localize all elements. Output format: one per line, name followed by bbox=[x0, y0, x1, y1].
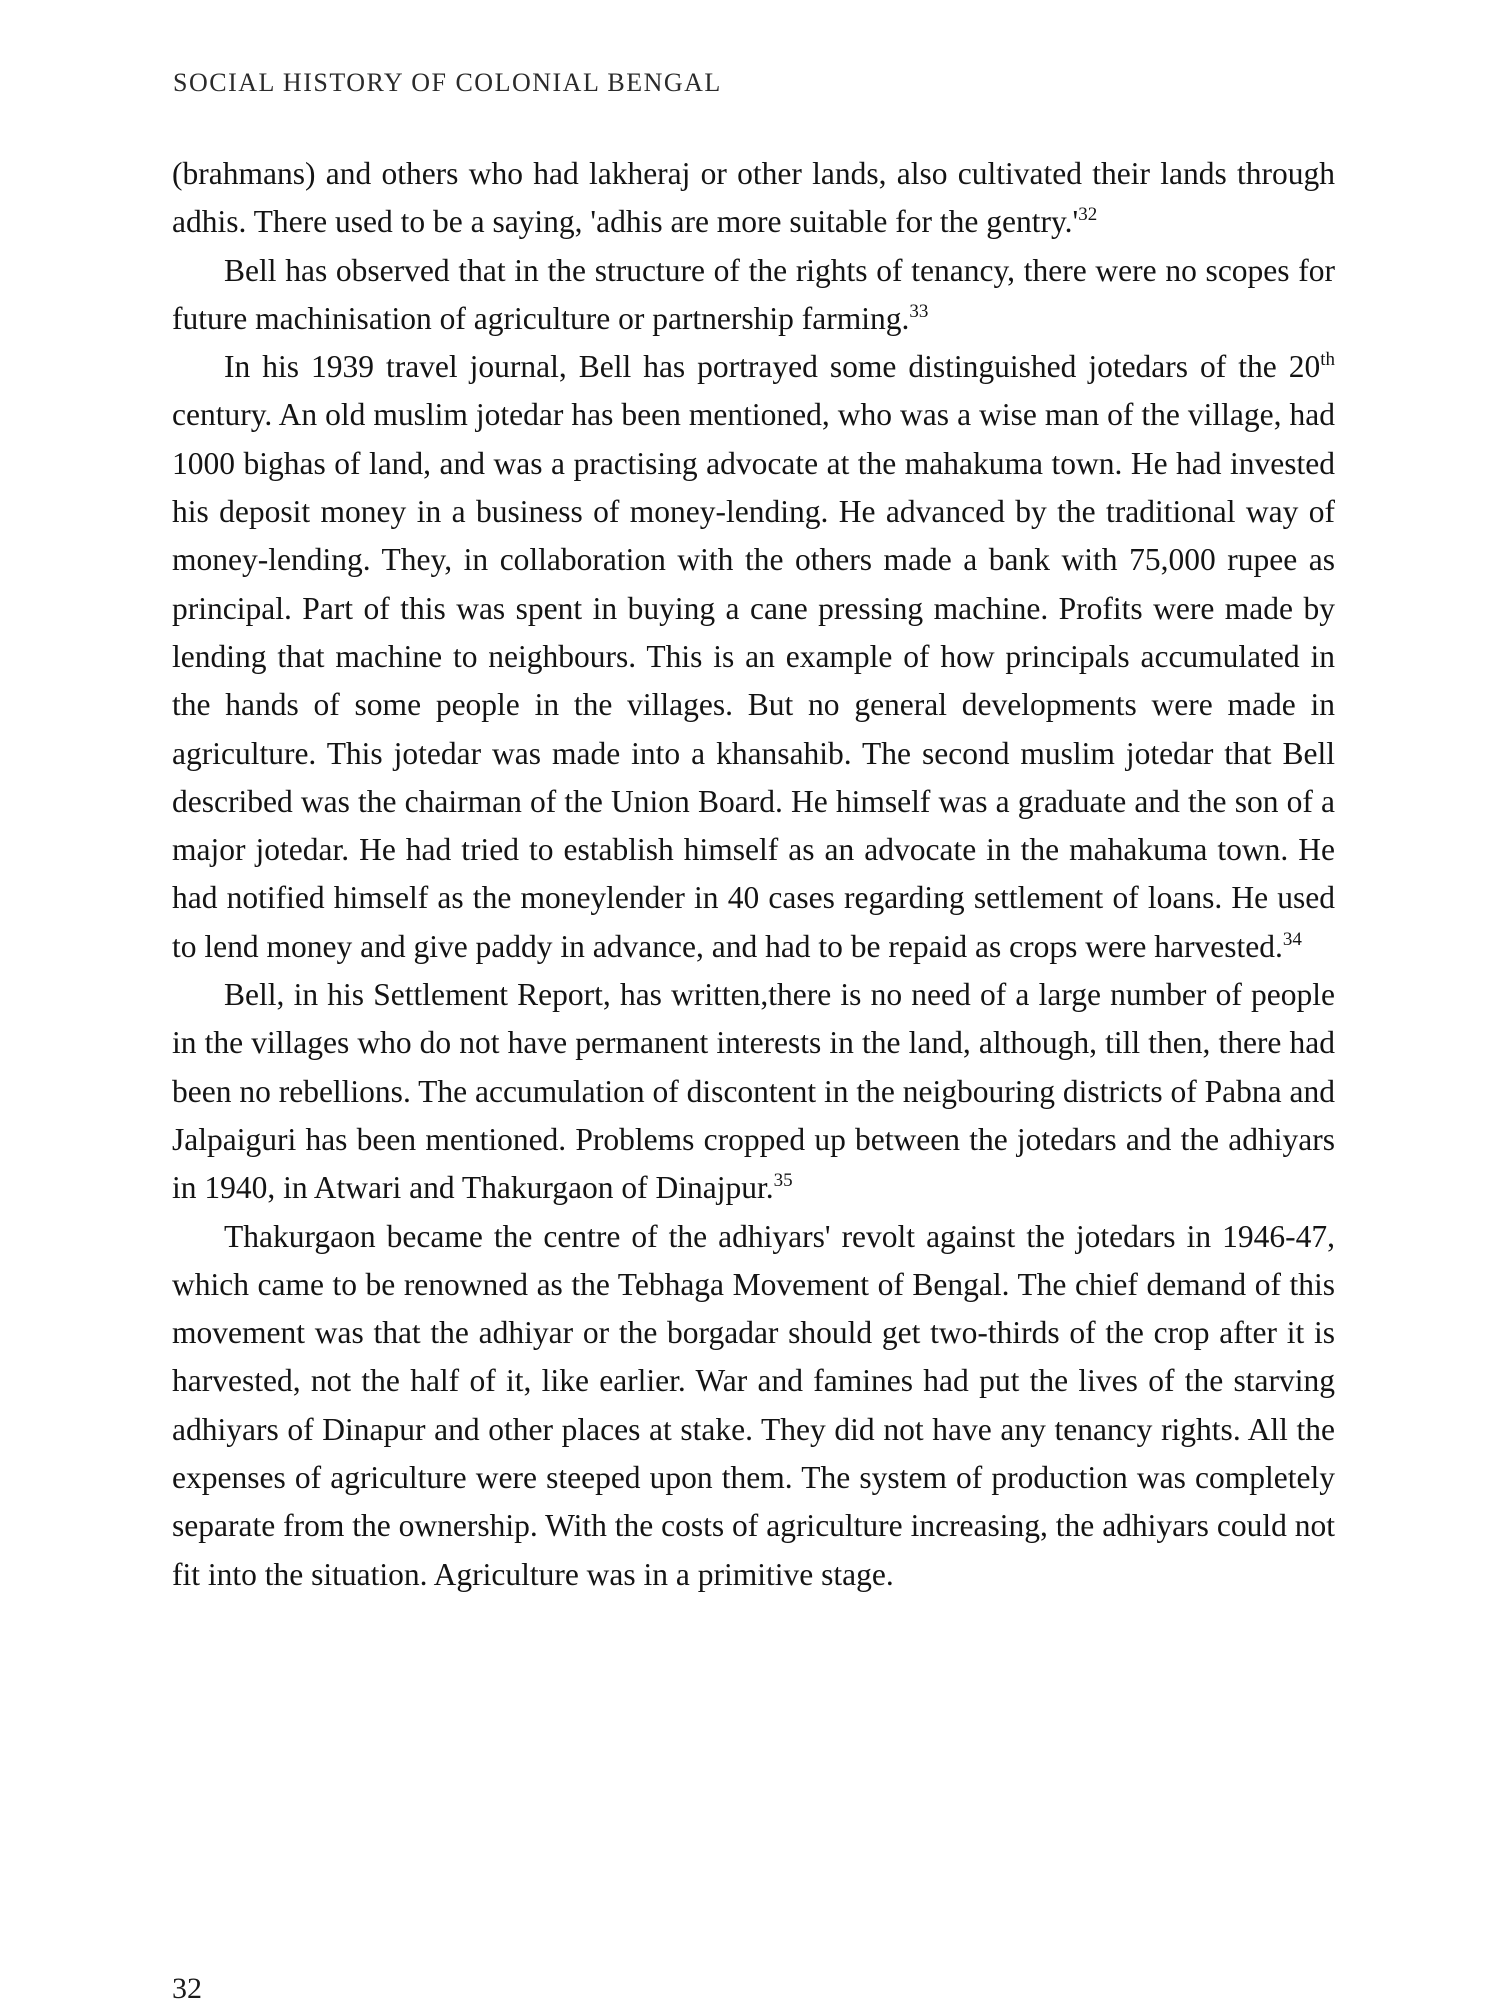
paragraph-text: (brahmans) and others who had lakheraj or other lands, also cultivated their lands through adhis. There used to be a saying, 'adhis are more suitable for the gentry.' bbox=[172, 156, 1335, 240]
body-text bbox=[172, 150, 1335, 1599]
footnote-ref-35: 35 bbox=[773, 1170, 793, 1192]
running-head: SOCIAL HISTORY OF COLONIAL BENGAL bbox=[173, 68, 722, 97]
paragraph-5 bbox=[172, 1213, 1335, 1599]
paragraph-text: Thakurgaon became the centre of the adhiyars' revolt against the jotedars in 1946-47, which came to be renowned as the Tebhaga Movement of Bengal. The chief demand of this movement was that the adhiyar or the borgadar should get two-thirds of the crop after it is harvested, not the half of it, like earlier. War and famines had put the lives of the starving adhiyars of Dinapur and other places at stake. They did not have any tenancy rights. All the expenses of agriculture were steeped upon them. The system of production was completely separate from the ownership. With the costs of agriculture increasing, the adhiyars could not fit into the situation. Agriculture was in a primitive stage. bbox=[172, 1218, 1335, 1592]
footnote-ref-32: 32 bbox=[1078, 204, 1098, 226]
paragraph-text: In his 1939 travel journal, Bell has portrayed some distinguished jotedars of the 20 bbox=[224, 349, 1321, 385]
paragraph-3 bbox=[172, 343, 1335, 971]
paragraph-text: Bell, in his Settlement Report, has written,there is no need of a large number of people in the villages who do not have permanent interests in the land, although, till then, there had been no rebellions. The accumulation of discontent in the neigbouring districts of Pabna and Jalpaiguri has been mentioned. Problems cropped up between the jotedars and the adhiyars in 1940, in Atwari and Thakurgaon of Dinajpur. bbox=[172, 977, 1335, 1206]
paragraph-text: Bell has observed that in the structure of the rights of tenancy, there were no scopes for future machinisation of agriculture or partnership farming. bbox=[172, 252, 1335, 336]
paragraph-1 bbox=[172, 150, 1335, 247]
page-number: 32 bbox=[172, 1972, 202, 2005]
paragraph-4 bbox=[172, 971, 1335, 1212]
paragraph-text: century. An old muslim jotedar has been mentioned, who was a wise man of the village, had 1000 bighas of land, and was a practising advocate at the mahakuma town. He had invested his deposit money in a business of money-lending. He advanced by the traditional way of money-lending. They, in collaboration with the others made a bank with 75,000 rupee as principal. Part of this was spent in buying a cane pressing machine. Profits were made by lending that machine to neighbours. This is an example of how principals accumulated in the hands of some people in the villages. But no general developments were made in agriculture. This jotedar was made into a khansahib. The second muslim jotedar that Bell described was the chairman of the Union Board. He himself was a graduate and the son of a major jotedar. He had tried to establish himself as an advocate in the mahakuma town. He had notified himself as the moneylender in 40 cases regarding settlement of loans. He used to lend money and give paddy in advance, and had to be repaid as crops were harvested. bbox=[172, 397, 1335, 964]
footnote-ref-33: 33 bbox=[909, 300, 929, 322]
footnote-ref-34: 34 bbox=[1282, 928, 1302, 950]
paragraph-2 bbox=[172, 247, 1335, 344]
ordinal-suffix: th bbox=[1320, 349, 1335, 371]
